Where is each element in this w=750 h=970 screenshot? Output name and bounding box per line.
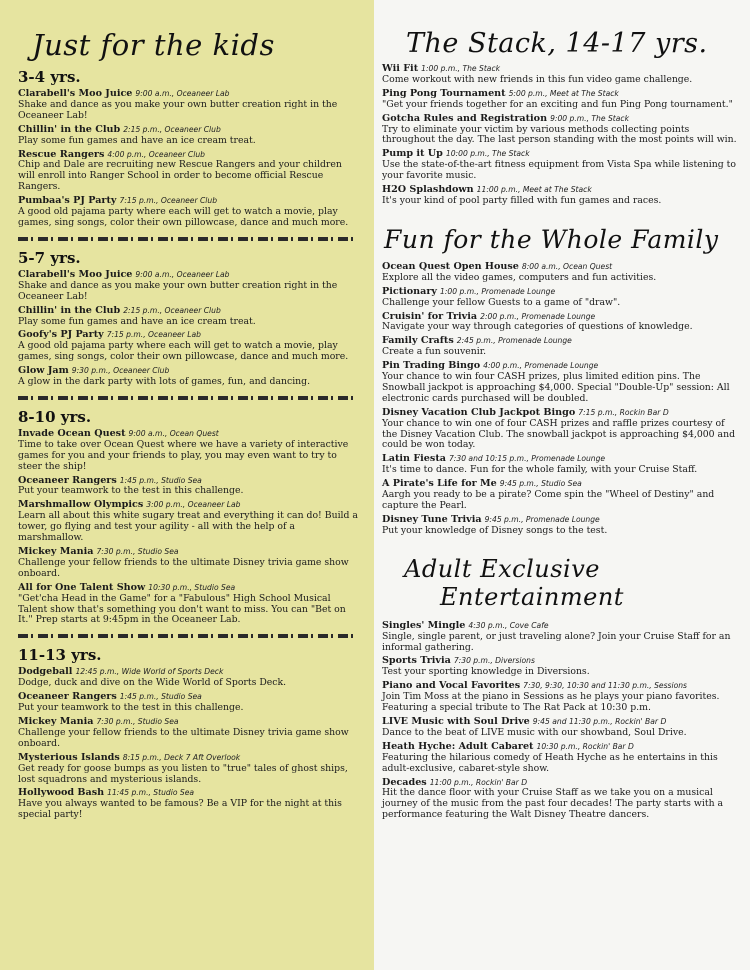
event-time: 1:00 p.m., Promenade Lounge <box>440 286 556 296</box>
event-item <box>382 336 738 358</box>
event-title: Chillin' in the Club <box>18 304 121 316</box>
event-title: Hollywood Bash <box>18 787 105 799</box>
event-description: Shake and dance as you make your own butter creation right in the Oceaneer Lab! <box>18 98 338 121</box>
event-item <box>382 64 738 86</box>
event-title: Invade Ocean Quest <box>18 427 126 439</box>
event-description: A glow in the dark party with lots of games, fun, and dancing. <box>18 376 311 388</box>
event-description: Dance to the beat of LIVE music with our showband, Soul Drive. <box>382 726 687 738</box>
event-description: Get ready for goose bumps as you listen to "true" tales of ghost ships, lost squadrons and mysterious islands. <box>18 762 348 785</box>
event-description: Put your teamwork to the test in this challenge. <box>18 702 244 714</box>
event-title: Chillin' in the Club <box>18 123 121 135</box>
event-title: Goofy's PJ Party <box>18 329 104 341</box>
event-description: Shake and dance as you make your own butter creation right in the Oceaneer Lab! <box>18 279 338 302</box>
event-item <box>18 196 358 229</box>
age-group-5-7 <box>18 249 358 388</box>
event-description: Learn all about this white sugary treat and everything it can do! Build a tower, go flying and test your agility - all with the help of a marshmallow. <box>18 510 358 544</box>
event-description: Your chance to win one of four CASH prizes and raffle prizes courtesy of the Disney Vacation Club. The snowball jackpot is approaching $4,000 and could be won today. <box>382 417 736 451</box>
event-time: 7:15 p.m., Oceaneer Lab <box>106 330 201 340</box>
event-time: 12:45 p.m., Wide World of Sports Deck <box>75 667 224 677</box>
event-item <box>18 500 358 544</box>
event-title: All for One Talent Show <box>18 581 146 593</box>
event-title: Piano and Vocal Favorites <box>382 680 521 692</box>
event-description: Navigate your way through categories of questions of knowledge. <box>382 321 693 333</box>
event-description: Try to eliminate your victim by various methods collecting points throughout the day. The last person standing with the most points will win. <box>382 123 737 146</box>
adult-heading <box>404 555 738 611</box>
family-events <box>382 262 738 537</box>
event-description: Hit the dance floor with your Cruise Staff as we take you on a musical journey of the music from the past four decades! The party starts with a performance featuring the Walt Disney Theatre dancers. <box>382 787 724 821</box>
event-item <box>382 361 738 405</box>
event-item <box>382 287 738 309</box>
event-title: A Pirate's Life for Me <box>382 478 497 490</box>
event-item <box>382 312 738 334</box>
event-time: 4:00 p.m., Oceaneer Club <box>107 149 205 159</box>
event-time: 9:00 a.m., Ocean Quest <box>128 428 219 438</box>
event-description: Challenge your fellow Guests to a game of "draw". <box>382 296 621 308</box>
age-heading: 11-13 yrs. <box>18 646 102 665</box>
event-description: Put your knowledge of Disney songs to the test. <box>382 524 608 536</box>
event-item <box>382 742 738 775</box>
event-description: Explore all the video games, computers and fun activities. <box>382 271 657 283</box>
event-time: 5:00 p.m., Meet at The Stack <box>508 88 619 98</box>
event-title: LIVE Music with Soul Drive <box>382 715 530 727</box>
event-time: 2:45 p.m., Promenade Lounge <box>456 336 572 346</box>
age-group-3-4 <box>18 68 358 229</box>
section-divider <box>18 396 358 400</box>
age-heading: 5-7 yrs. <box>18 248 81 267</box>
event-description: Play some fun games and have an ice cream treat. <box>18 134 256 146</box>
event-description: Test your sporting knowledge in Diversions. <box>382 666 590 678</box>
event-item <box>18 476 358 498</box>
event-title: Glow Jam <box>18 365 69 377</box>
event-title: Clarabell's Moo Juice <box>18 88 133 99</box>
event-item <box>18 366 358 388</box>
event-description: Time to take over Ocean Quest where we have a variety of interactive games for you and your friends to play, you may even want to try to steer the ship! <box>18 438 349 472</box>
event-item <box>18 150 358 194</box>
event-time: 10:00 p.m., The Stack <box>445 149 530 159</box>
event-title: Disney Vacation Club Jackpot Bingo <box>382 406 576 418</box>
event-title: Heath Hyche: Adult Cabaret <box>382 740 534 752</box>
section-divider <box>18 634 358 638</box>
age-group-11-13 <box>18 646 358 821</box>
event-title: Mysterious Islands <box>18 751 120 763</box>
event-time: 1:45 p.m., Studio Sea <box>119 692 202 702</box>
right-column <box>382 28 738 824</box>
event-time: 9:00 a.m., Oceaneer Lab <box>135 89 230 98</box>
event-title: Marshmallow Olympics <box>18 499 144 511</box>
event-title: Pin Trading Bingo <box>382 360 481 372</box>
event-time: 8:00 a.m., Ocean Quest <box>521 261 613 271</box>
event-description: Challenge your fellow friends to the ultimate Disney trivia game show onboard. <box>18 556 349 579</box>
event-time: 11:45 p.m., Studio Sea <box>107 788 195 798</box>
event-time: 9:30 p.m., Oceaneer Club <box>71 366 170 376</box>
event-title: Ping Pong Tournament <box>382 87 506 99</box>
event-item <box>18 692 358 714</box>
event-time: 7:30 p.m., Diversions <box>453 656 535 666</box>
event-item <box>18 667 358 689</box>
event-title: Decades <box>382 776 427 788</box>
event-title: Disney Tune Trivia <box>382 513 482 525</box>
event-item <box>18 547 358 580</box>
event-description: Featuring the hilarious comedy of Heath Hyche as he entertains in this adult-exclusive, cabaret-style show. <box>382 751 718 774</box>
event-description: Single, single parent, or just traveling alone? Join your Cruise Staff for an informal gathering. <box>382 630 731 653</box>
adult-heading-line1: Adult Exclusive <box>404 554 600 583</box>
event-title: Family Crafts <box>382 335 454 347</box>
event-time: 9:45 and 11:30 p.m., Rockin' Bar D <box>532 716 667 726</box>
event-item <box>18 306 358 328</box>
family-heading: Fun for the Whole Family <box>384 224 719 254</box>
event-item <box>382 185 738 207</box>
event-time: 4:00 p.m., Promenade Lounge <box>483 361 599 371</box>
event-time: 11:00 p.m., Rockin' Bar D <box>429 777 528 787</box>
event-time: 7:30 and 10:15 p.m., Promenade Lounge <box>448 454 606 464</box>
event-time: 9:45 p.m., Studio Sea <box>499 479 582 489</box>
event-time: 9:00 a.m., Oceaneer Lab <box>135 269 230 279</box>
age-group-8-10 <box>18 408 358 626</box>
event-title: H2O Splashdown <box>382 184 474 196</box>
event-item <box>18 89 358 122</box>
event-title: Sports Trivia <box>382 655 451 667</box>
event-title: Pictionary <box>382 285 437 297</box>
stack-events <box>382 64 738 207</box>
event-item <box>382 621 738 654</box>
event-description: Come workout with new friends in this fun video game challenge. <box>382 73 693 85</box>
event-item <box>382 681 738 714</box>
event-time: 7:30 p.m., Studio Sea <box>96 547 179 556</box>
teens-family-adult-panel <box>374 0 750 970</box>
event-item <box>382 717 738 739</box>
event-item <box>18 330 358 363</box>
event-time: 4:30 p.m., Cove Cafe <box>468 620 549 630</box>
event-time: 2:15 p.m., Oceaneer Club <box>123 124 221 134</box>
event-time: 2:15 p.m., Oceaneer Club <box>123 305 221 315</box>
event-title: Ocean Quest Open House <box>382 260 519 272</box>
event-item <box>18 583 358 627</box>
event-description: "Get your friends together for an exciting and fun Ping Pong tournament." <box>382 98 733 110</box>
event-description: Play some fun games and have an ice cream treat. <box>18 315 256 327</box>
event-item <box>18 753 358 786</box>
event-description: A good old pajama party where each will get to watch a movie, play games, sing songs, color their own pillowcase, dance and much more. <box>18 340 349 363</box>
event-description: Put your teamwork to the test in this challenge. <box>18 485 244 497</box>
event-item <box>382 656 738 678</box>
event-description: A good old pajama party where each will get to watch a movie, play games, sing songs, color their own pillowcase, dance and much more. <box>18 206 349 228</box>
event-title: Oceaneer Rangers <box>18 474 117 486</box>
adult-heading-line2: Entertainment <box>440 582 624 611</box>
event-title: Oceaneer Rangers <box>18 691 117 703</box>
section-divider <box>18 237 358 241</box>
age-heading: 8-10 yrs. <box>18 407 92 426</box>
event-time: 10:30 p.m., Studio Sea <box>148 582 236 592</box>
kids-heading: Just for the kids <box>32 28 275 62</box>
event-item <box>382 89 738 111</box>
event-title: Mickey Mania <box>18 546 94 557</box>
kids-panel <box>0 0 374 970</box>
event-item <box>382 408 738 452</box>
event-title: Gotcha Rules and Registration <box>382 112 548 124</box>
event-description: Create a fun souvenir. <box>382 346 487 358</box>
event-item <box>18 429 358 473</box>
event-item <box>382 479 738 512</box>
event-time: 7:15 p.m., Oceaneer Club <box>119 196 218 206</box>
event-item <box>382 515 738 537</box>
event-time: 9:00 p.m., The Stack <box>550 113 629 123</box>
event-item <box>382 454 738 476</box>
event-title: Clarabell's Moo Juice <box>18 268 133 280</box>
event-item <box>18 270 358 303</box>
event-time: 9:45 p.m., Promenade Lounge <box>484 514 600 524</box>
event-description: Join Tim Moss at the piano in Sessions as he plays your piano favorites. Featuring a special tribute to The Rat Pack at 10:30 p.m. <box>382 691 720 714</box>
event-title: Mickey Mania <box>18 715 94 727</box>
event-item <box>18 717 358 750</box>
event-time: 8:15 p.m., Deck 7 Aft Overlook <box>122 752 241 762</box>
event-title: Rescue Rangers <box>18 148 105 160</box>
event-description: Have you always wanted to be famous? Be a VIP for the night at this special party! <box>18 798 342 821</box>
event-time: 2:00 p.m., Promenade Lounge <box>480 311 596 321</box>
event-item <box>382 778 738 822</box>
age-heading: 3-4 yrs. <box>18 68 81 86</box>
event-time: 10:30 p.m., Rockin' Bar D <box>536 741 634 751</box>
event-item <box>382 149 738 182</box>
event-description: Aargh you ready to be a pirate? Come spin the "Wheel of Destiny" and capture the Pearl. <box>382 489 715 511</box>
event-item <box>18 788 358 821</box>
event-description: It's time to dance. Fun for the whole family, with your Cruise Staff. <box>382 464 698 476</box>
event-time: 1:45 p.m., Studio Sea <box>119 475 202 485</box>
event-description: Your chance to win four CASH prizes, plus limited edition pins. The Snowball jackpot is approaching $4,000. Special "Double-Up" session: All electronic cards purchased will be doubled. <box>382 371 730 404</box>
kids-column <box>18 28 358 824</box>
event-time: 3:00 p.m., Oceaneer Lab <box>146 500 241 510</box>
event-description: Challenge your fellow friends to the ultimate Disney trivia game show onboard. <box>18 726 349 749</box>
stack-heading: The Stack, 14-17 yrs. <box>406 28 708 59</box>
event-title: Pump it Up <box>382 148 443 160</box>
event-description: Dodge, duck and dive on the Wide World of Sports Deck. <box>18 677 287 689</box>
event-item <box>18 125 358 147</box>
event-item <box>382 114 738 147</box>
event-title: Wii Fit <box>382 63 419 74</box>
event-time: 1:00 p.m., The Stack <box>421 64 501 73</box>
event-item <box>382 262 738 284</box>
event-title: Cruisin' for Trivia <box>382 310 478 322</box>
event-title: Singles' Mingle <box>382 619 466 631</box>
event-time: 7:30, 9:30, 10:30 and 11:30 p.m., Sessions <box>523 681 688 691</box>
event-description: "Get'cha Head in the Game" for a "Fabulous" High School Musical Talent show that's something you don't want to miss. You can "Bet on It." Prep starts at 9:45pm in the Oceaneer Lab. <box>18 592 346 626</box>
event-time: 7:15 p.m., Rockin Bar D <box>578 407 669 417</box>
adult-events <box>382 621 738 821</box>
event-description: Use the state-of-the-art fitness equipment from Vista Spa while listening to your favorite music. <box>382 159 736 182</box>
event-description: It's your kind of pool party filled with fun games and races. <box>382 194 662 206</box>
event-title: Pumbaa's PJ Party <box>18 195 117 207</box>
event-description: Chip and Dale are recruiting new Rescue Rangers and your children will enroll into Ranger School in order to become official Rescue Rangers. <box>18 159 342 193</box>
event-title: Dodgeball <box>18 666 73 678</box>
event-time: 11:00 p.m., Meet at The Stack <box>476 185 592 195</box>
event-title: Latin Fiesta <box>382 453 446 465</box>
event-time: 7:30 p.m., Studio Sea <box>96 716 179 726</box>
